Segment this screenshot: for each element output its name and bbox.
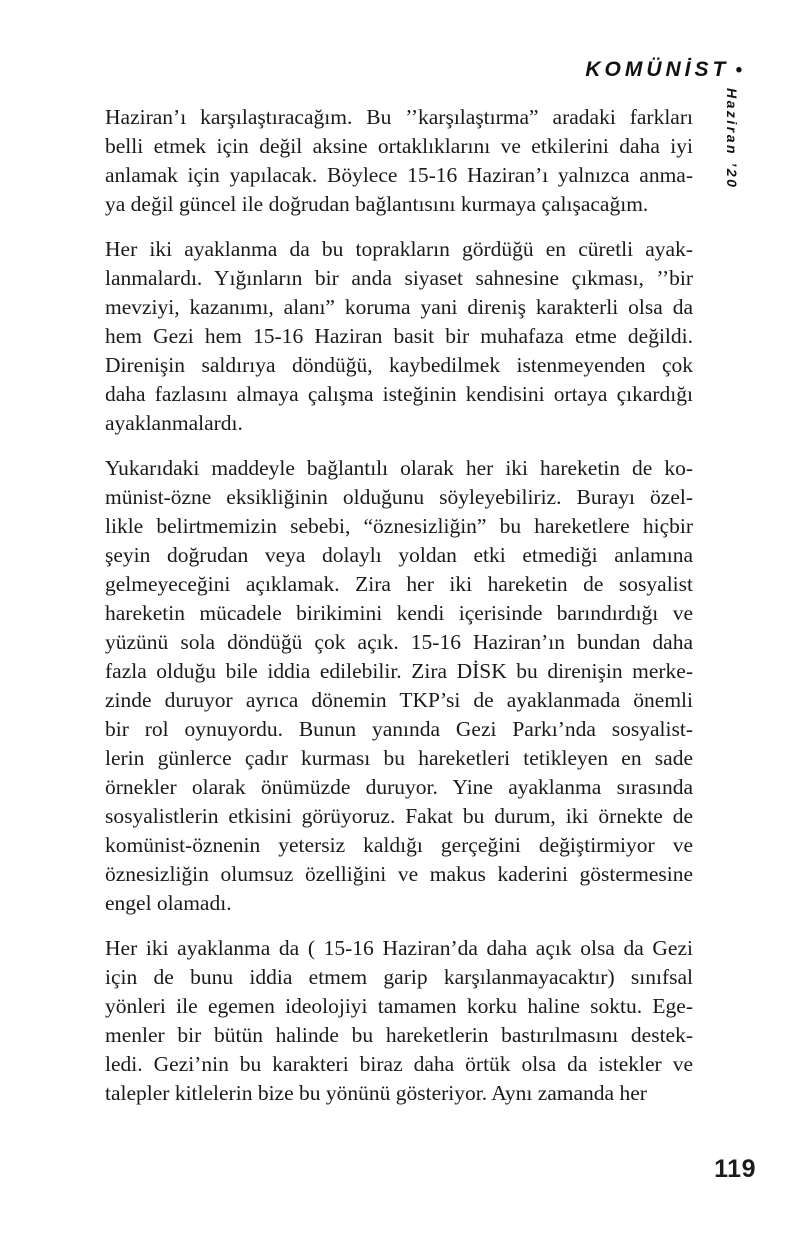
text-line: likle belirtmemizin sebebi, “öznesizliğin” bu hareketlere hiçbir bbox=[105, 514, 693, 538]
text-line: ledi. Gezi’nin bu karakteri biraz daha örtük olsa da istekler ve bbox=[105, 1052, 693, 1076]
text-line: zinde duruyor ayrıca dönemin TKP’si de ayaklanmada önemli bbox=[105, 688, 693, 712]
page-body bbox=[105, 103, 693, 1108]
text-line: belli etmek için değil aksine ortaklıklarını ve etkilerini daha iyi bbox=[105, 134, 693, 158]
text-line: yüzünü sola döndüğü çok açık. 15-16 Haziran’ın bundan daha bbox=[105, 630, 693, 654]
text-line: münist-özne eksikliğinin olduğunu söyleyebiliriz. Burayı özel- bbox=[105, 485, 693, 509]
text-line: için de bunu iddia etmem garip karşılanmayacaktır) sınıfsal bbox=[105, 965, 693, 989]
text-line: Direnişin saldırıya döndüğü, kaybedilmek istenmeyenden çok bbox=[105, 353, 693, 377]
text-line: talepler kitlelerin bize bu yönünü gösteriyor. Aynı zamanda her bbox=[105, 1081, 647, 1105]
paragraph bbox=[105, 454, 693, 918]
text-line: lanmalardı. Yığınların bir anda siyaset sahnesine çıkması, ’’bir bbox=[105, 266, 693, 290]
text-line: anlamak için yapılacak. Böylece 15-16 Haziran’ı yalnızca anma- bbox=[105, 163, 693, 187]
paragraph bbox=[105, 103, 693, 219]
text-line: bir rol oynuyordu. Bunun yanında Gezi Parkı’nda sosyalist- bbox=[105, 717, 693, 741]
text-line: hareketin mücadele birikimini kendi içerisinde barındırdığı ve bbox=[105, 601, 693, 625]
text-line: şeyin doğrudan veya dolaylı yoldan etki etmediği anlamına bbox=[105, 543, 693, 567]
text-line: mevziyi, kazanımı, alanı” koruma yani direniş karakterli olsa da bbox=[105, 295, 693, 319]
text-line: Haziran’ı karşılaştıracağım. Bu ’’karşılaştırma” aradaki farkları bbox=[105, 105, 693, 129]
header-bullet: • bbox=[735, 60, 742, 81]
text-line: sosyalistlerin etkisini görüyoruz. Fakat bu durum, iki örnekte de bbox=[105, 804, 693, 828]
text-line: ya değil güncel ile doğrudan bağlantısını kurmaya çalışacağım. bbox=[105, 192, 649, 216]
text-line: örnekler olarak önümüzde duruyor. Yine ayaklanma sırasında bbox=[105, 775, 693, 799]
text-line: yönleri ile egemen ideolojiyi tamamen korku haline soktu. Ege- bbox=[105, 994, 693, 1018]
text-line: komünist-öznenin yetersiz kaldığı gerçeğini değiştirmiyor ve bbox=[105, 833, 693, 857]
text-line: menler bir bütün halinde bu hareketlerin bastırılmasını destek- bbox=[105, 1023, 693, 1047]
text-line: lerin günlerce çadır kurması bu hareketleri tetikleyen en sade bbox=[105, 746, 693, 770]
text-line: hem Gezi hem 15-16 Haziran basit bir muhafaza etme değildi. bbox=[105, 324, 693, 348]
paragraph bbox=[105, 235, 693, 438]
text-line: daha fazlasını almaya çalışma isteğinin kendisini ortaya çıkardığı bbox=[105, 382, 693, 406]
text-line: fazla olduğu bile iddia edilebilir. Zira DİSK bu direnişin merke- bbox=[105, 659, 693, 683]
text-line: ayaklanmalardı. bbox=[105, 411, 243, 435]
journal-title bbox=[585, 58, 742, 82]
journal-title-text: KOMÜNİST bbox=[585, 58, 730, 81]
text-line: Her iki ayaklanma da bu toprakların gördüğü en cüretli ayak- bbox=[105, 237, 693, 261]
issue-label-vertical: Haziran ’20 bbox=[724, 88, 740, 190]
text-line: öznesizliğin olumsuz özelliğini ve makus kaderini göstermesine bbox=[105, 862, 693, 886]
text-line: engel olamadı. bbox=[105, 891, 232, 915]
text-line: Her iki ayaklanma da ( 15-16 Haziran’da daha açık olsa da Gezi bbox=[105, 936, 693, 960]
text-line: gelmeyeceğini açıklamak. Zira her iki hareketin de sosyalist bbox=[105, 572, 693, 596]
paragraph bbox=[105, 934, 693, 1108]
page-number: 119 bbox=[714, 1155, 756, 1183]
text-line: Yukarıdaki maddeyle bağlantılı olarak her iki hareketin de ko- bbox=[105, 456, 693, 480]
